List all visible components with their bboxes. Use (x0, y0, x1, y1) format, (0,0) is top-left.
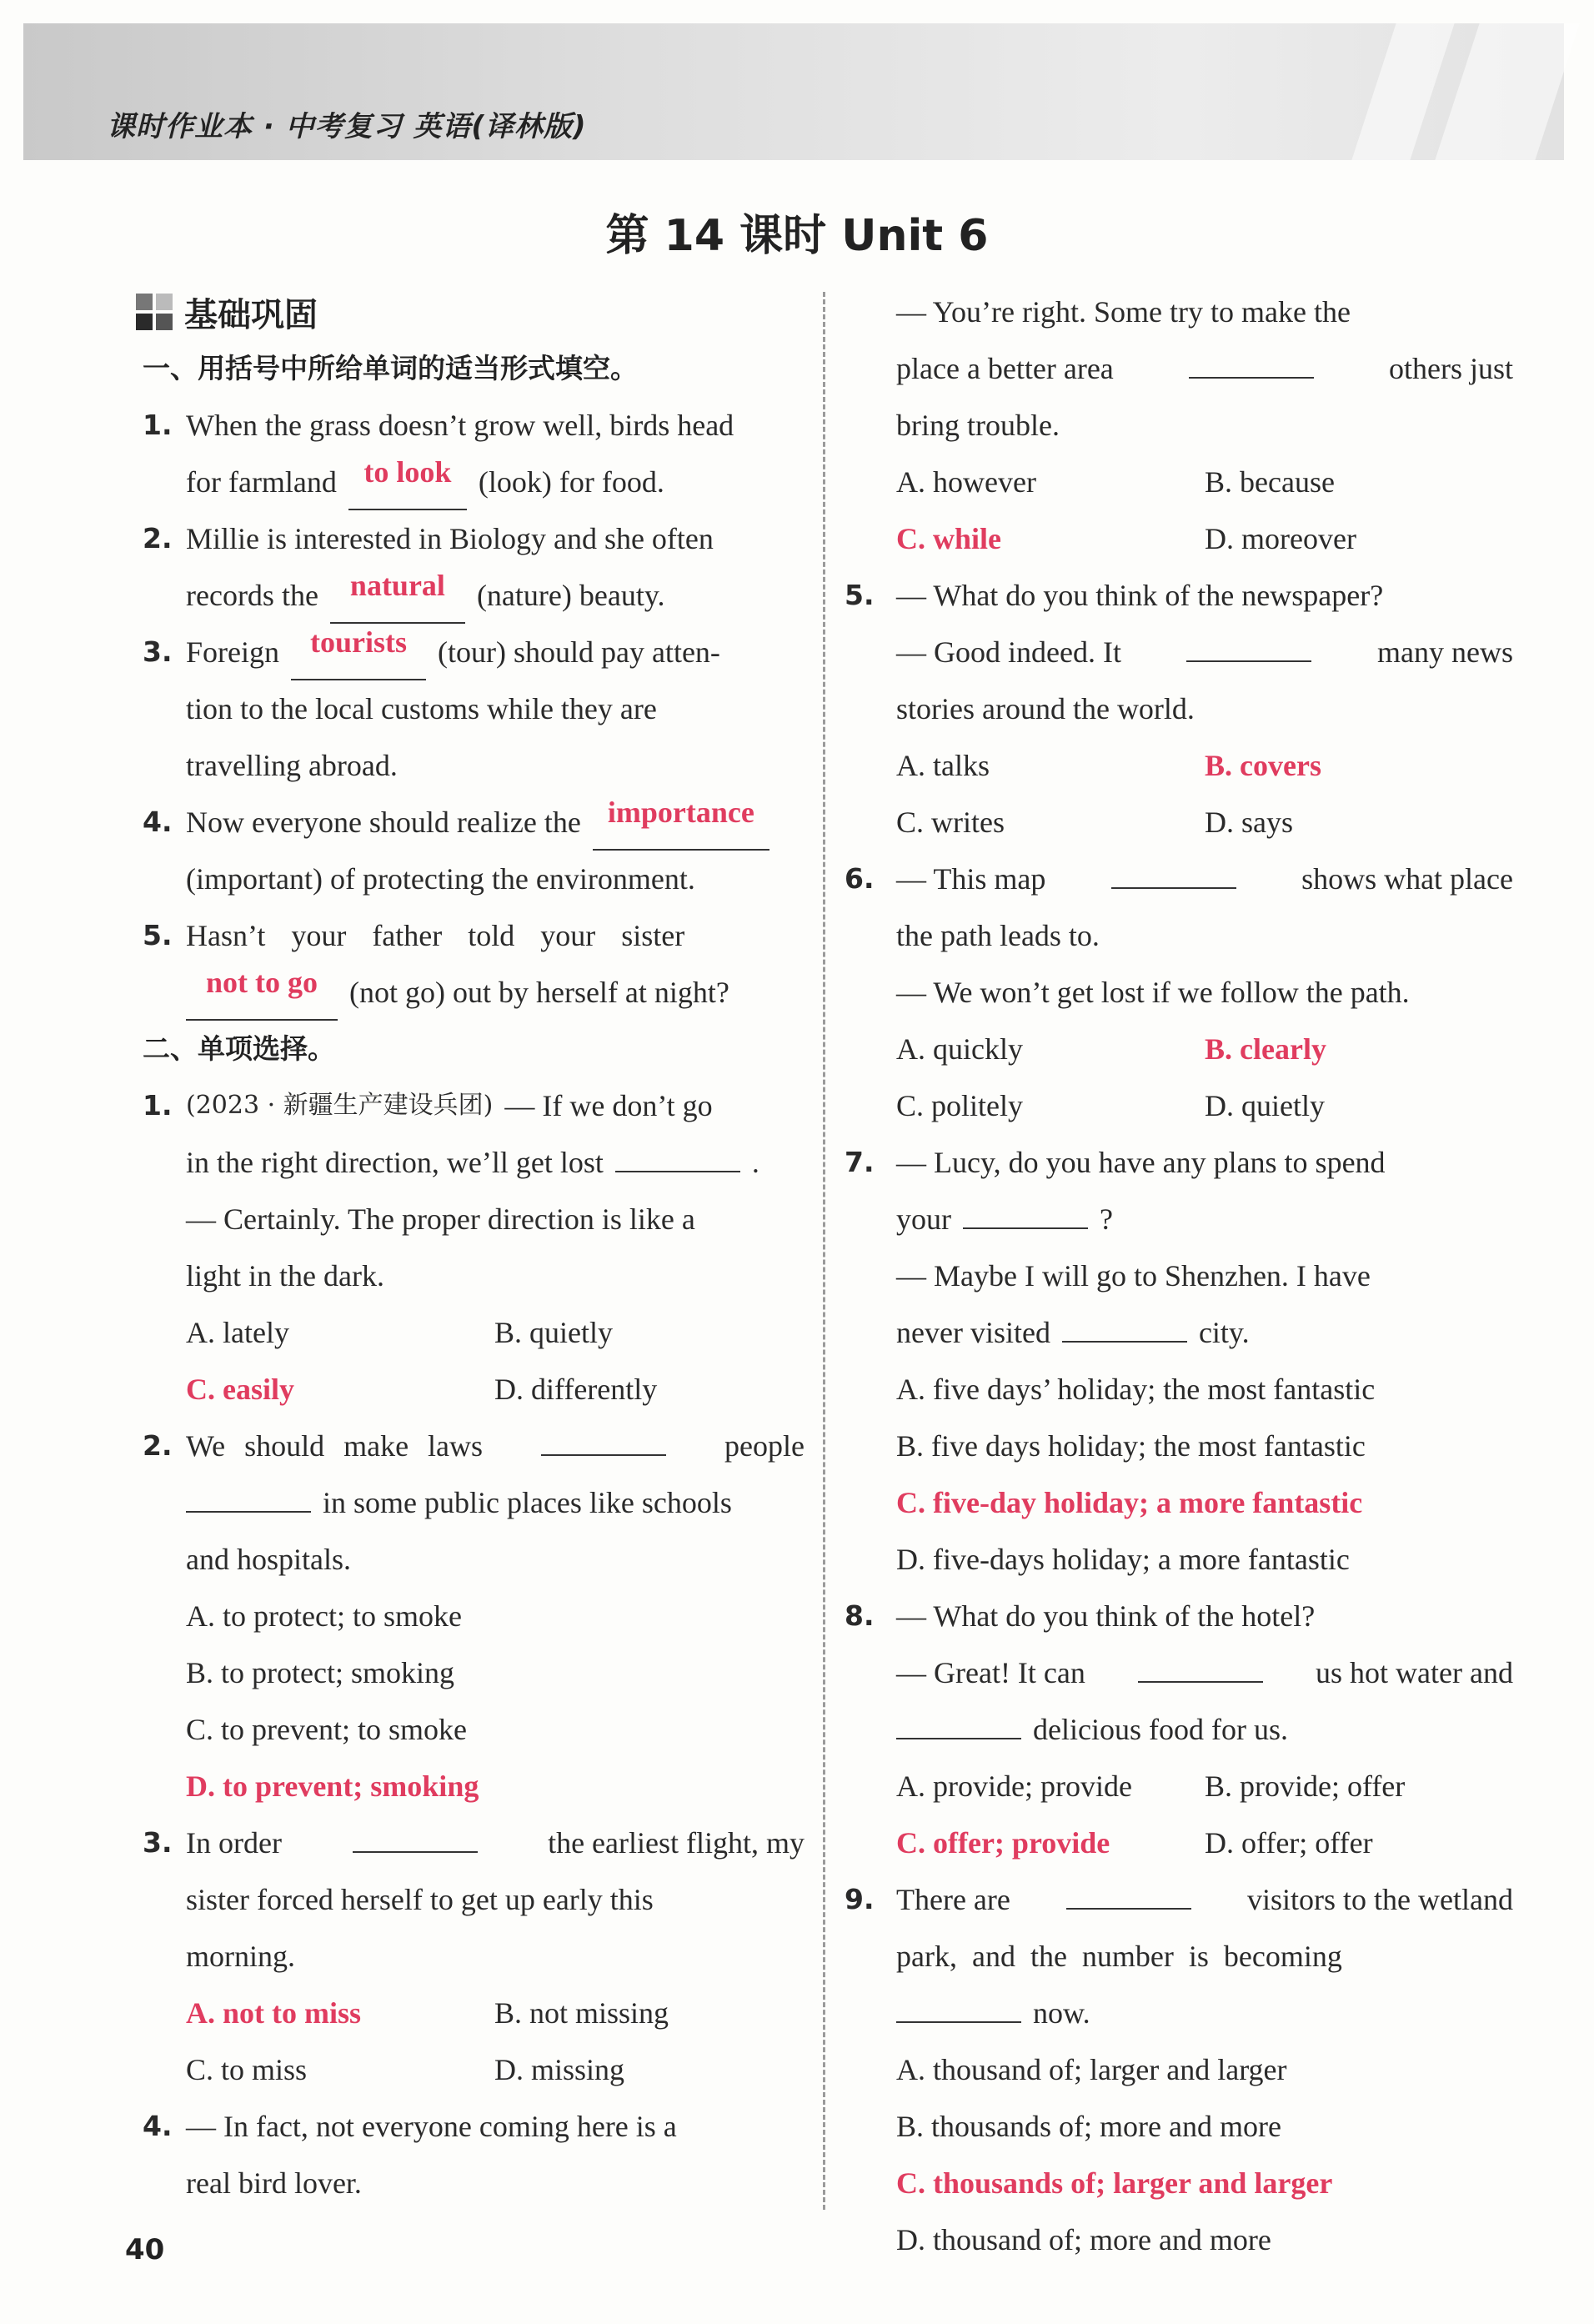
question-text: We should make laws (186, 1429, 484, 1463)
question-line (896, 680, 1513, 737)
option-c[interactable]: C. politely (896, 1089, 1023, 1122)
source-tag: (2023 · 新疆生产建设兵团) (186, 1091, 494, 1120)
question-line (186, 624, 805, 680)
page-number: 40 (125, 2233, 165, 2266)
answer-blank[interactable] (1066, 1871, 1191, 1910)
options-row (186, 2041, 805, 2098)
question-text: the earliest flight, my (548, 1826, 805, 1860)
answer-blank[interactable] (186, 1474, 311, 1513)
question-number: 9. (845, 1883, 875, 1915)
answer-blank[interactable] (896, 1985, 1021, 2023)
answer-blank[interactable] (1186, 624, 1311, 662)
question-text: stories around the world. (896, 692, 1195, 725)
option-a[interactable]: A. to protect; to smoke (186, 1599, 462, 1633)
question-text: never visited (896, 1316, 1050, 1349)
options-row (896, 794, 1513, 851)
question-number: 5. (845, 579, 875, 611)
header-decoration (1435, 23, 1579, 160)
options-row (896, 1815, 1513, 1871)
question-text: ? (1100, 1202, 1113, 1236)
question-text: the path leads to. (896, 919, 1100, 952)
question-text: (look) for food. (478, 465, 664, 499)
question-line (896, 1304, 1513, 1361)
options-row (186, 1304, 805, 1361)
question-text: — Certainly. The proper direction is like a (186, 1202, 695, 1236)
part2-title: 二、单项选择。 (143, 1032, 335, 1065)
question-line (186, 1191, 805, 1247)
question-text: — What do you think of the newspaper? (896, 579, 1384, 612)
options-row (896, 1474, 1513, 1531)
question-text: (important) of protecting the environment. (186, 862, 695, 896)
options-row (896, 1758, 1513, 1815)
options-row (896, 737, 1513, 794)
option-a[interactable]: A. talks (896, 749, 990, 782)
answer-blank[interactable] (1138, 1644, 1263, 1683)
question-line (186, 1871, 805, 1928)
book-title: 课时作业本 · 中考复习 英语(译林版) (107, 110, 587, 143)
options-row (186, 1361, 805, 1418)
question-line (896, 397, 1513, 454)
option-b-correct[interactable]: B. clearly (1205, 1032, 1326, 1066)
question-text: people (724, 1429, 805, 1463)
option-d[interactable]: D. missing (494, 2053, 625, 2086)
left-column (129, 284, 805, 2211)
question-line (186, 794, 805, 851)
question-line (896, 1701, 1513, 1758)
fill-question (129, 907, 805, 1021)
answer[interactable]: natural (330, 567, 465, 624)
lesson-title: 第 14 课时 Unit 6 (605, 211, 989, 261)
question-text: for farmland (186, 465, 337, 499)
options-row (896, 2211, 1513, 2268)
question-text: light in the dark. (186, 1259, 384, 1293)
option-d[interactable]: D. thousand of; more and more (896, 2223, 1271, 2256)
question-line (896, 1985, 1513, 2041)
answer[interactable]: importance (593, 794, 769, 851)
question-text: Hasn’t your father told your sister (186, 919, 685, 952)
question-line (186, 567, 805, 624)
question-text: now. (1033, 1996, 1090, 2030)
question-text: . (751, 1146, 759, 1179)
question-text: — You’re right. Some try to make the (896, 295, 1351, 329)
question-text: Now everyone should realize the (186, 806, 581, 839)
question-line (186, 1928, 805, 1985)
question-line (896, 1871, 1513, 1928)
option-b[interactable]: B. provide; offer (1205, 1769, 1406, 1803)
options-row (186, 1758, 805, 1815)
question-line (186, 1815, 805, 1871)
question-text: and hospitals. (186, 1543, 351, 1576)
question-number: 6. (845, 862, 875, 895)
question-text: — Lucy, do you have any plans to spend (896, 1146, 1386, 1179)
question-number: 2. (143, 1429, 173, 1462)
answer[interactable]: not to go (186, 964, 338, 1021)
question-line (896, 851, 1513, 907)
question-number: 4. (143, 2110, 173, 2142)
question-text: — This map (896, 862, 1046, 896)
question-line (186, 454, 805, 510)
fill-question (129, 397, 805, 510)
options-row (896, 1531, 1513, 1588)
question-text: sister forced herself to get up early this (186, 1883, 654, 1916)
section-heading (136, 284, 805, 340)
question-text: in the right direction, we’ll get lost (186, 1146, 604, 1179)
question-text: morning. (186, 1940, 295, 1973)
question-text: city. (1198, 1316, 1250, 1349)
option-b[interactable]: B. thousands of; more and more (896, 2110, 1281, 2143)
option-d[interactable]: D. quietly (1205, 1089, 1325, 1122)
options-row (896, 1361, 1513, 1418)
choice-question (846, 1871, 1513, 2268)
question-line (186, 2098, 805, 2155)
options-row (896, 1418, 1513, 1474)
part1-title: 一、用括号中所给单词的适当形式填空。 (143, 352, 638, 384)
choice-question (846, 851, 1513, 1134)
question-number: 4. (143, 806, 173, 838)
options-row (896, 2098, 1513, 2155)
option-a[interactable]: A. quickly (896, 1032, 1023, 1066)
option-d[interactable]: D. five-days holiday; a more fantastic (896, 1543, 1350, 1576)
question-line (186, 851, 805, 907)
question-text: delicious food for us. (1033, 1713, 1288, 1746)
option-d[interactable]: D. says (1205, 806, 1293, 839)
answer[interactable]: tourists (291, 624, 426, 680)
option-b[interactable]: B. five days holiday; the most fantastic (896, 1429, 1366, 1463)
question-text: — Good indeed. It (896, 635, 1121, 669)
section-title: 基础巩固 (184, 295, 318, 334)
question-line (186, 680, 805, 737)
question-text: In order (186, 1826, 282, 1860)
option-b[interactable]: B. to protect; smoking (186, 1656, 454, 1689)
question-line (896, 340, 1513, 397)
answer-blank[interactable] (1111, 851, 1236, 889)
question-line (186, 1474, 805, 1531)
question-line (896, 567, 1513, 624)
question-number: 1. (143, 409, 173, 441)
option-c[interactable]: C. to prevent; to smoke (186, 1713, 467, 1746)
question-text: us hot water and (1316, 1656, 1513, 1689)
question-text: Millie is interested in Biology and she often (186, 522, 714, 555)
question-text: shows what place (1301, 862, 1513, 896)
option-d-correct[interactable]: D. to prevent; smoking (186, 1769, 479, 1803)
question-text: in some public places like schools (323, 1486, 732, 1519)
option-a[interactable]: A. thousand of; larger and larger (896, 2053, 1287, 2086)
question-line (186, 397, 805, 454)
options-row (896, 510, 1513, 567)
answer-blank[interactable] (963, 1191, 1088, 1229)
question-text: bring trouble. (896, 409, 1060, 442)
option-c[interactable]: C. to miss (186, 2053, 308, 2086)
choice-question (129, 1815, 805, 2098)
question-line (896, 1247, 1513, 1304)
choice-question-continued (846, 284, 1513, 567)
answer-blank[interactable] (615, 1134, 740, 1172)
question-line (186, 1418, 805, 1474)
option-a[interactable]: A. lately (186, 1316, 289, 1349)
choice-question (129, 1418, 805, 1815)
fill-question (129, 624, 805, 794)
option-c-correct[interactable]: C. offer; provide (896, 1826, 1110, 1860)
choice-question (129, 1077, 805, 1418)
question-text: Foreign (186, 635, 279, 669)
choice-question (129, 2098, 805, 2211)
question-text: travelling abroad. (186, 749, 398, 782)
question-text: There are (896, 1883, 1010, 1916)
question-line (896, 1134, 1513, 1191)
option-b[interactable]: B. because (1205, 465, 1335, 499)
option-b-correct[interactable]: B. covers (1205, 749, 1321, 782)
question-line (186, 737, 805, 794)
option-b[interactable]: B. not missing (494, 1996, 669, 2030)
question-line (896, 1588, 1513, 1644)
answer-blank[interactable] (353, 1815, 478, 1853)
question-line (186, 510, 805, 567)
answer-blank[interactable] (1189, 340, 1314, 379)
question-text: — We won’t get lost if we follow the path. (896, 976, 1410, 1009)
option-a[interactable]: A. five days’ holiday; the most fantastic (896, 1373, 1376, 1406)
question-number: 1. (143, 1089, 173, 1122)
question-line (186, 1134, 805, 1191)
options-row (896, 2041, 1513, 2098)
question-text: — In fact, not everyone coming here is a (186, 2110, 677, 2143)
header-decoration (1351, 23, 1454, 160)
options-row (186, 1644, 805, 1701)
page-header (23, 23, 1564, 160)
options-row (896, 2155, 1513, 2211)
question-text: place a better area (896, 352, 1114, 385)
option-d[interactable]: D. differently (494, 1373, 658, 1406)
question-line (186, 1531, 805, 1588)
question-text: park, and the number is becoming (896, 1940, 1342, 1973)
question-text: your (896, 1202, 951, 1236)
question-number: 8. (845, 1599, 875, 1632)
question-text: others just (1388, 352, 1513, 385)
option-c-correct[interactable]: C. while (896, 522, 1001, 555)
choice-question (846, 567, 1513, 851)
question-line (186, 1247, 805, 1304)
question-text: — Great! It can (896, 1656, 1085, 1689)
question-number: 2. (143, 522, 173, 555)
question-number: 5. (143, 919, 173, 951)
options-row (186, 1701, 805, 1758)
fill-question (129, 510, 805, 624)
question-line (896, 284, 1513, 340)
options-row (186, 1985, 805, 2041)
question-text: records the (186, 579, 318, 612)
answer[interactable]: to look (348, 454, 467, 510)
answer-blank[interactable] (896, 1701, 1021, 1739)
option-d[interactable]: D. offer; offer (1205, 1826, 1373, 1860)
question-text: — What do you think of the hotel? (896, 1599, 1316, 1633)
option-b[interactable]: B. quietly (494, 1316, 613, 1349)
question-line (896, 624, 1513, 680)
question-text: many news (1377, 635, 1513, 669)
option-d[interactable]: D. moreover (1205, 522, 1356, 555)
option-a[interactable]: A. however (896, 465, 1036, 499)
options-row (896, 1021, 1513, 1077)
question-text: (tour) should pay atten- (438, 635, 720, 669)
options-row (186, 1588, 805, 1644)
question-text: (nature) beauty. (476, 579, 665, 612)
question-line (186, 964, 805, 1021)
question-line (896, 1191, 1513, 1247)
question-text: real bird lover. (186, 2166, 362, 2200)
option-c-correct[interactable]: C. five-day holiday; a more fantastic (896, 1486, 1363, 1519)
right-column (846, 284, 1513, 2268)
choice-question (846, 1134, 1513, 1588)
choice-question (846, 1588, 1513, 1871)
question-text: — Maybe I will go to Shenzhen. I have (896, 1259, 1371, 1293)
answer-blank[interactable] (541, 1418, 666, 1456)
option-a-correct[interactable]: A. not to miss (186, 1996, 362, 2030)
options-row (896, 1077, 1513, 1134)
question-line (186, 2155, 805, 2211)
question-text: — If we don’t go (504, 1089, 713, 1122)
question-text: tion to the local customs while they are (186, 692, 657, 725)
question-line (896, 964, 1513, 1021)
question-text: visitors to the wetland (1247, 1883, 1513, 1916)
fill-question (129, 794, 805, 907)
question-line (896, 1644, 1513, 1701)
options-row (896, 454, 1513, 510)
question-number: 7. (845, 1146, 875, 1178)
question-line (896, 1928, 1513, 1985)
column-divider (823, 292, 825, 2210)
option-c-correct[interactable]: C. easily (186, 1373, 294, 1406)
question-text: When the grass doesn’t grow well, birds head (186, 409, 734, 442)
answer-blank[interactable] (1062, 1304, 1187, 1343)
option-c-correct[interactable]: C. thousands of; larger and larger (896, 2166, 1333, 2200)
question-number: 3. (143, 1826, 173, 1859)
question-line (186, 1077, 805, 1134)
option-c[interactable]: C. writes (896, 806, 1005, 839)
option-a[interactable]: A. provide; provide (896, 1769, 1132, 1803)
question-line (186, 907, 805, 964)
grid-squares-icon (136, 294, 173, 330)
question-text: (not go) out by herself at night? (349, 976, 729, 1009)
question-number: 3. (143, 635, 173, 668)
question-line (896, 907, 1513, 964)
